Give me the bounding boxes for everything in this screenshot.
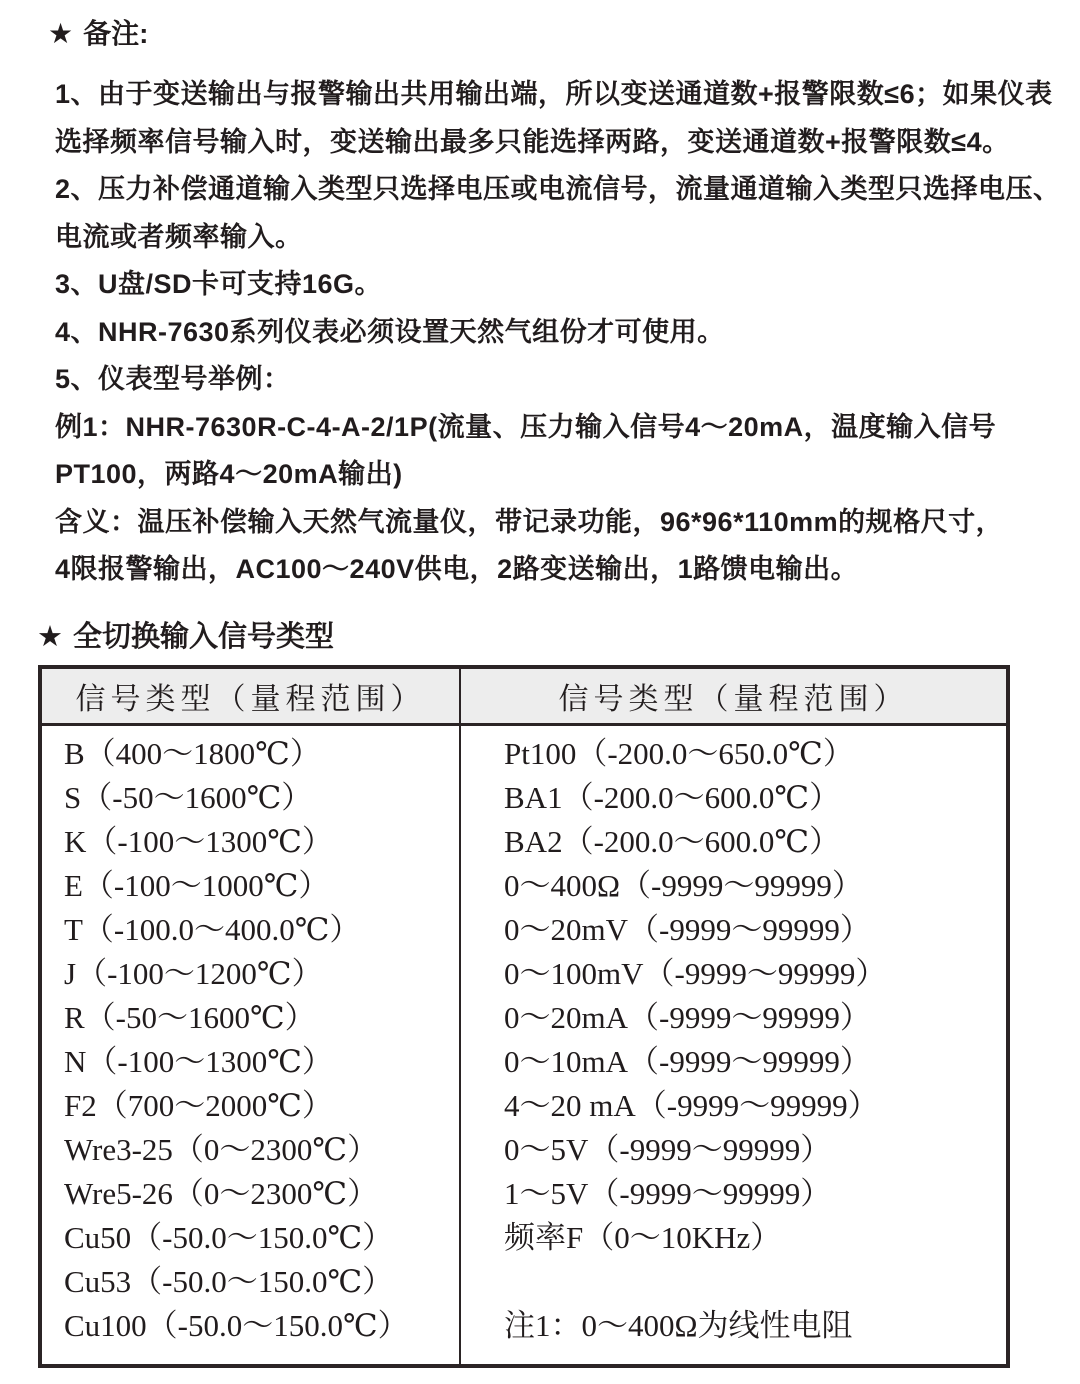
signal-range-cell: BA2（-200.0～600.0℃）: [504, 824, 841, 859]
note-line: 例1：NHR-7630R-C-4-A-2/1P(流量、压力输入信号4～20mA，温度输入信号: [55, 411, 997, 442]
signal-range-cell: 0～20mA（-9999～99999）: [504, 1000, 871, 1035]
signal-range-cell: B（400～1800℃）: [64, 736, 321, 771]
signal-table-right-body: [461, 726, 1006, 1364]
signal-range-cell: 0～100mV（-9999～99999）: [504, 956, 887, 991]
signal-range-note: 注1：0～400Ω为线性电阻: [504, 1308, 853, 1343]
notes-header-label: 备注:: [83, 18, 149, 49]
star-icon: ★: [48, 18, 74, 49]
signal-range-cell: E（-100～1000℃）: [64, 868, 330, 903]
signal-range-cell: 0～5V（-9999～99999）: [504, 1132, 832, 1167]
signal-range-cell: 0～20mV（-9999～99999）: [504, 912, 871, 947]
signal-table-header-left: 信号类型（量程范围）: [42, 669, 459, 726]
signal-range-cell: K（-100～1300℃）: [64, 824, 333, 859]
signal-range-cell: Wre5-26（0～2300℃）: [64, 1176, 379, 1211]
signal-table-left-column: [42, 669, 459, 1364]
signal-type-table: [38, 665, 1010, 1368]
signal-range-cell: Pt100（-200.0～650.0℃）: [504, 736, 854, 771]
signal-range-cell: Cu50（-50.0～150.0℃）: [64, 1220, 394, 1255]
signal-range-cell: 1～5V（-9999～99999）: [504, 1176, 832, 1211]
signal-range-cell: Cu100（-50.0～150.0℃）: [64, 1308, 409, 1343]
signal-range-cell: Cu53（-50.0～150.0℃）: [64, 1264, 394, 1299]
signal-table-left-body: [42, 726, 459, 1364]
section-title-label: 全切换输入信号类型: [73, 621, 335, 653]
note-line: 5、仪表型号举例：: [55, 364, 291, 394]
note-line: 电流或者频率输入。: [55, 221, 303, 252]
note-line: 含义：温压补偿输入天然气流量仪，带记录功能，96*96*110mm的规格尺寸，: [55, 506, 1004, 537]
note-line: PT100，两路4～20mA输出): [55, 459, 403, 489]
note-line: 4、NHR-7630系列仪表必须设置天然气组份才可使用。: [55, 316, 725, 347]
signal-range-cell-empty: [504, 1260, 1006, 1304]
section-title: [37, 614, 334, 655]
signal-table-right-column: [459, 669, 1006, 1364]
signal-range-cell: 4～20 mA（-9999～99999）: [504, 1088, 879, 1123]
note-line: 3、U盘/SD卡可支持16G。: [55, 269, 383, 299]
star-icon: ★: [37, 621, 63, 653]
signal-range-cell: F2（700～2000℃）: [64, 1088, 333, 1123]
signal-range-cell: 频率F（0～10KHz）: [504, 1220, 782, 1255]
notes-section: [55, 71, 1065, 594]
signal-range-cell: Wre3-25（0～2300℃）: [64, 1132, 379, 1167]
note-line: 4限报警输出，AC100～240V供电，2路变送输出，1路馈电输出。: [55, 554, 859, 584]
note-line: 2、压力补偿通道输入类型只选择电压或电流信号，流量通道输入类型只选择电压、: [55, 174, 1061, 204]
signal-range-cell: 0～400Ω（-9999～99999）: [504, 868, 863, 903]
signal-range-cell: BA1（-200.0～600.0℃）: [504, 780, 841, 815]
signal-range-cell: T（-100.0～400.0℃）: [64, 912, 361, 947]
signal-table-header-right: 信号类型（量程范围）: [461, 669, 1006, 726]
signal-range-cell: J（-100～1200℃）: [64, 956, 323, 991]
signal-range-cell: N（-100～1300℃）: [64, 1044, 333, 1079]
signal-range-cell: 0～10mA（-9999～99999）: [504, 1044, 871, 1079]
note-line: 1、由于变送输出与报警输出共用输出端，所以变送通道数+报警限数≤6；如果仪表: [55, 79, 1053, 109]
signal-range-cell: S（-50～1600℃）: [64, 780, 313, 815]
note-line: 选择频率信号输入时，变送输出最多只能选择两路，变送通道数+报警限数≤4。: [55, 126, 1010, 157]
notes-header: [48, 12, 148, 52]
signal-range-cell: R（-50～1600℃）: [64, 1000, 316, 1035]
